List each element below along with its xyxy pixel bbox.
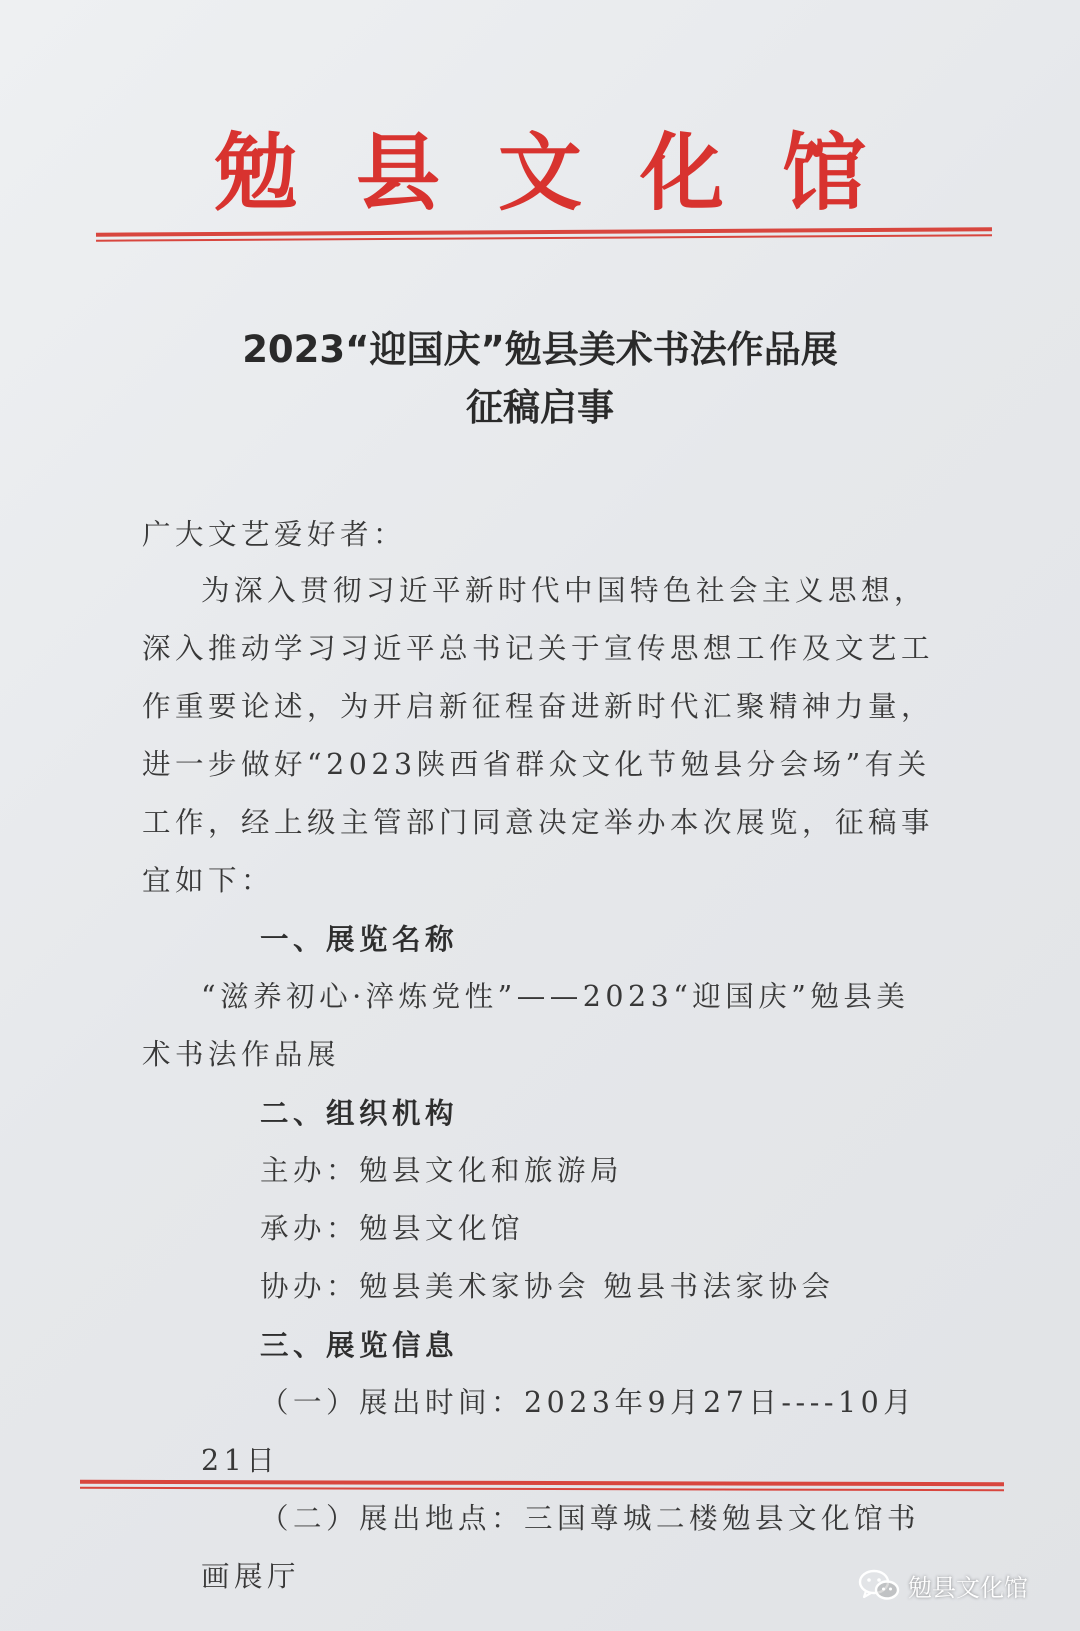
exhibition-name-text: “滋养初心·淬炼党性”——2023“迎国庆”勉县美术书法作品展 <box>142 980 910 1071</box>
intro-paragraph: 为深入贯彻习近平新时代中国特色社会主义思想，深入推动学习习近平总书记关于宣传思想工作及文艺工作重要论述，为开启新征程奋进新时代汇聚精神力量，进一步做好“2023陕西省群众文化节勉县分会场”有关工作，经上级主管部门同意决定举办本次展览，征稿事宜如下： <box>142 574 935 897</box>
section-heading-exhibition-name: 一、展览名称 <box>260 922 459 956</box>
watermark-text: 勉县文化馆 <box>908 1573 1028 1602</box>
exhibition-location: （二）展出地点：三国尊城二楼勉县文化馆书画展厅 <box>201 1502 921 1593</box>
letterhead-red-rule <box>96 227 992 243</box>
body-content <box>142 562 942 1606</box>
section-heading-organizers: 二、组织机构 <box>260 1096 459 1130</box>
letterhead-title: 勉县文化馆 <box>213 123 924 222</box>
organizer-undertaker: 承办：勉县文化馆 <box>260 1212 525 1245</box>
document-subtitle: 征稿启事 <box>466 386 614 429</box>
organizer-co-host: 协办：勉县美术家协会 勉县书法家协会 <box>260 1270 835 1303</box>
organizer-host: 主办：勉县文化和旅游局 <box>260 1154 624 1187</box>
wechat-watermark <box>858 1563 1028 1607</box>
wechat-icon <box>858 1568 900 1602</box>
salutation: 广大文艺爱好者： <box>142 518 407 551</box>
section-heading-exhibition-info: 三、展览信息 <box>260 1328 459 1362</box>
document-title: 2023“迎国庆”勉县美术书法作品展 <box>242 328 838 371</box>
exhibition-time: （一）展出时间：2023年9月27日----10月21日 <box>201 1386 917 1477</box>
